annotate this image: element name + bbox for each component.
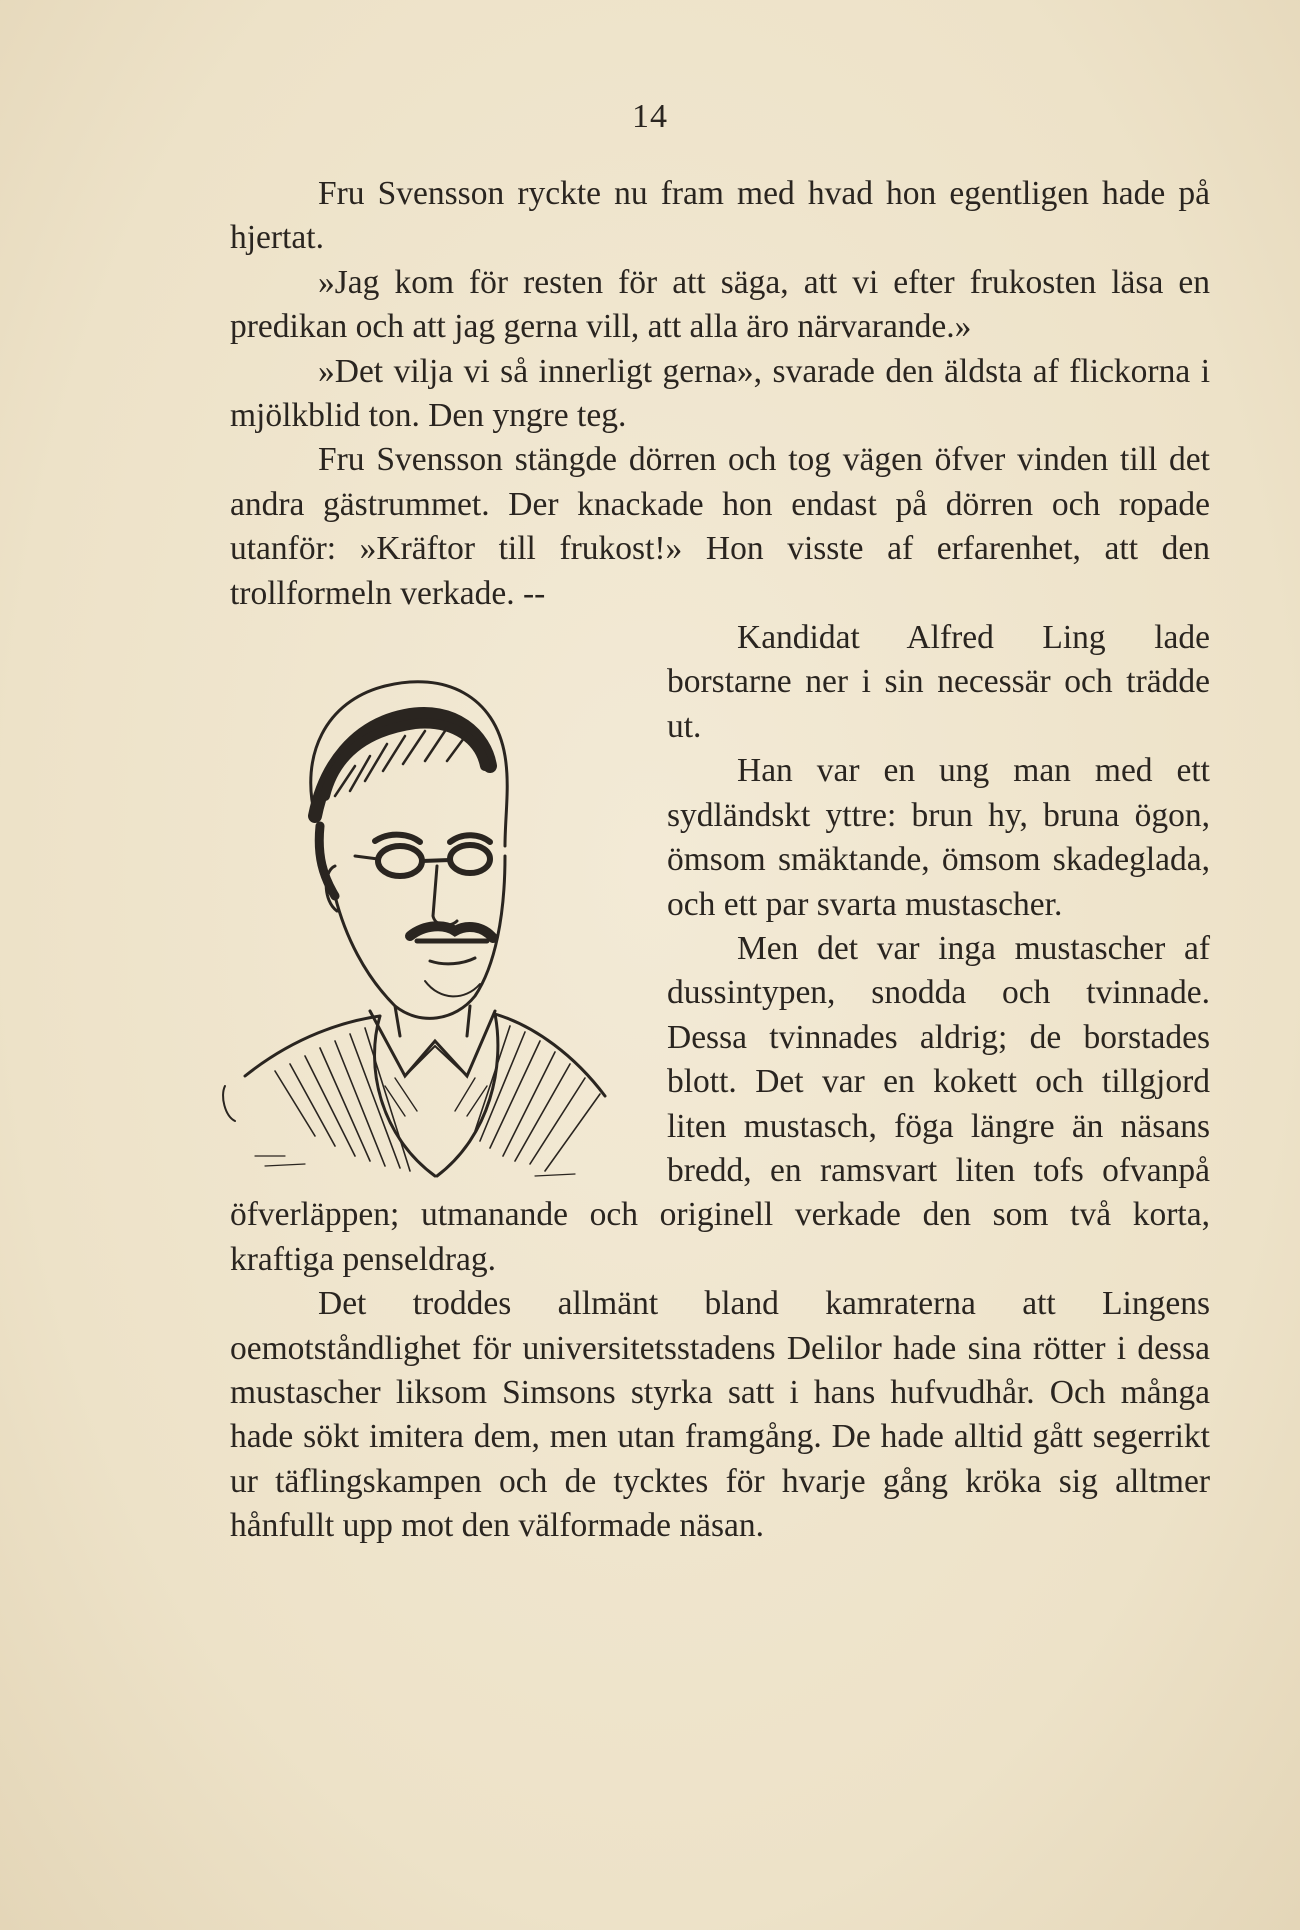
paragraph-8: Det troddes allmänt bland kamraterna att Lingens oemotståndlighet för universitetsstadens Delilor hade sina rötter i dessa mustascher liksom Simsons styrka satt i hans hufvudhår. Och många hade sökt imitera dem, men utan framgång. De hade alltid gått segerrikt ur täflingskampen och de tycktes för hvarje gång kröka sig alltmer hånfullt upp mot den välformade näsan.	[230, 1285, 1210, 1545]
paragraph-3: »Det vilja vi så innerligt gerna», svarade den äldsta af flickorna i mjölkblid ton. Den yngre teg.	[230, 352, 1210, 435]
body-text	[230, 172, 1210, 1549]
paragraph-5: Kandidat Alfred Ling lade borstarne ner i sin necessär och trädde ut.	[667, 619, 1210, 745]
paragraph-4: Fru Svensson stängde dörren och tog vägen öfver vinden till det andra gästrummet. Der knackade hon endast på dörren och ropade utanför: »Kräftor till frukost!» Hon visste af erfarenhet, att den trollformeln verkade. --	[230, 441, 1210, 612]
page-number: 14	[632, 98, 668, 135]
portrait-engraving	[205, 616, 655, 1191]
paragraph-2: »Jag kom för resten för att säga, att vi efter frukosten läsa en predikan och att jag gerna vill, att alla äro närvarande.»	[230, 263, 1210, 346]
paragraph-7: Men det var inga mustascher af dussintypen, snodda och tvinnade. Dessa tvinnades aldrig; de borstades blott. Det var en kokett och tillgjord liten mustasch, föga längre än näsans bredd, en ramsvart liten tofs ofvanpå öfverläppen; utmanande och originell verkade den som två korta, kraftiga penseldrag.	[230, 929, 1210, 1278]
portrait-illustration	[205, 616, 655, 1191]
paragraph-6: Han var en ung man med ett sydländskt yttre: brun hy, bruna ögon, ömsom smäktande, ömsom skadeglada, och ett par svarta mustascher.	[667, 752, 1210, 923]
paragraph-1: Fru Svensson ryckte nu fram med hvad hon egentligen hade på hjertat.	[230, 175, 1210, 257]
